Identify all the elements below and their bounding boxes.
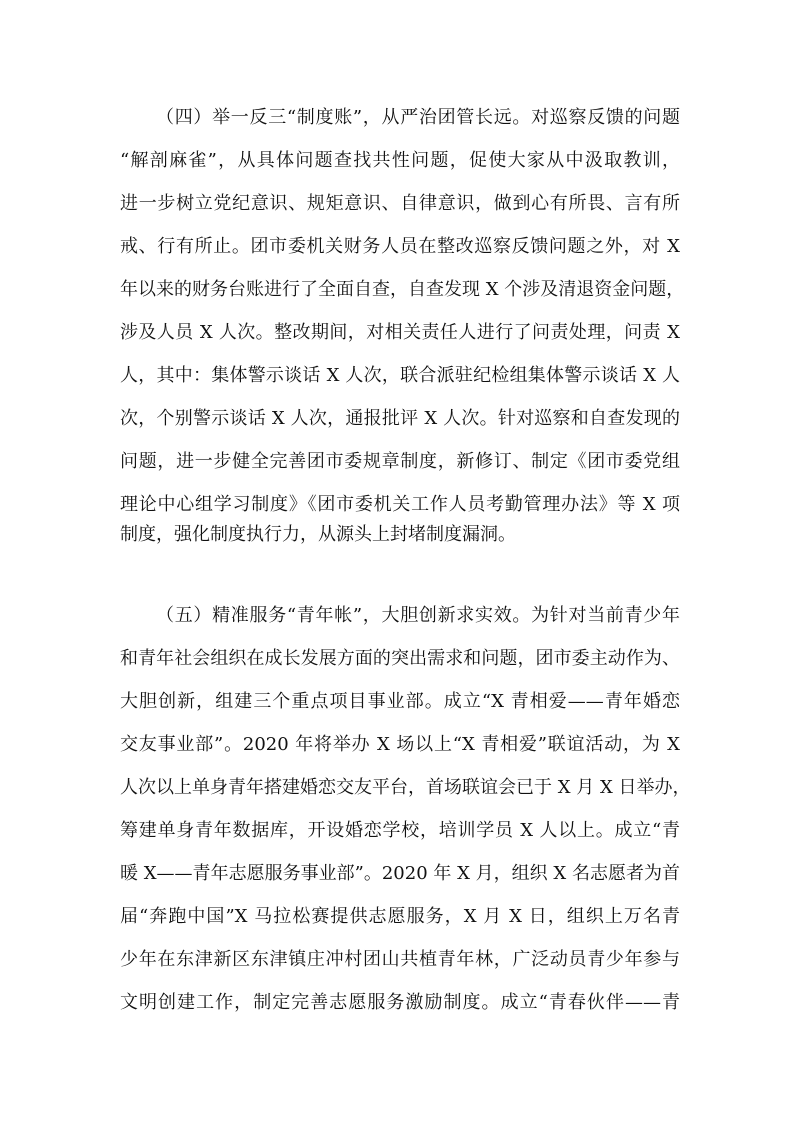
paragraph-line: “解剖麻雀”，从具体问题查找共性问题，促使大家从中汲取教训， xyxy=(120,150,680,171)
paragraph-line: 次，个别警示谈话 X 人次，通报批评 X 人次。针对巡察和自查发现的 xyxy=(120,408,680,429)
paragraph-line: 涉及人员 X 人次。整改期间，对相关责任人进行了问责处理，问责 X xyxy=(120,322,680,343)
paragraph-line: 大胆创新，组建三个重点项目事业部。成立“X 青相爱——青年婚恋 xyxy=(120,691,680,712)
paragraph-line: 人，其中：集体警示谈话 X 人次，联合派驻纪检组集体警示谈话 X 人 xyxy=(120,365,680,386)
paragraph-line: 筹建单身青年数据库，开设婚恋学校，培训学员 X 人以上。成立“青 xyxy=(120,820,680,841)
paragraph-line: 问题，进一步健全完善团市委规章制度，新修订、制定《团市委党组 xyxy=(120,451,680,472)
paragraph-line: （五）精准服务“青年帐”，大胆创新求实效。为针对当前青少年 xyxy=(156,605,680,626)
paragraph-line: 和青年社会组织在成长发展方面的突出需求和问题，团市委主动作为、 xyxy=(120,648,680,669)
paragraph-line: 制度，强化制度执行力，从源头上封堵制度漏洞。 xyxy=(120,524,516,545)
paragraph-line: 少年在东津新区东津镇庄冲村团山共植青年林，广泛动员青少年参与 xyxy=(120,949,680,970)
paragraph-line: 进一步树立党纪意识、规矩意识、自律意识，做到心有所畏、言有所 xyxy=(120,193,680,214)
paragraph-line: 年以来的财务台账进行了全面自查，自查发现 X 个涉及清退资金问题， xyxy=(120,279,685,300)
paragraph-line: 戒、行有所止。团市委机关财务人员在整改巡察反馈问题之外，对 X xyxy=(120,236,680,257)
paragraph-line: 交友事业部”。2020 年将举办 X 场以上“X 青相爱”联谊活动，为 X xyxy=(120,734,680,755)
paragraph-line: 文明创建工作，制定完善志愿服务激励制度。成立“青春伙伴——青 xyxy=(120,992,680,1013)
paragraph-line: 届“奔跑中国”X 马拉松赛提供志愿服务，X 月 X 日，组织上万名青 xyxy=(120,906,680,927)
paragraph-line: 人次以上单身青年搭建婚恋交友平台，首场联谊会已于 X 月 X 日举办， xyxy=(120,777,691,798)
paragraph-line: 理论中心组学习制度》《团市委机关工作人员考勤管理办法》等 X 项 xyxy=(120,494,680,515)
paragraph-line: 暖 X——青年志愿服务事业部”。2020 年 X 月，组织 X 名志愿者为首 xyxy=(120,863,680,884)
paragraph-line: （四）举一反三“制度账”，从严治团管长远。对巡察反馈的问题 xyxy=(156,107,680,128)
